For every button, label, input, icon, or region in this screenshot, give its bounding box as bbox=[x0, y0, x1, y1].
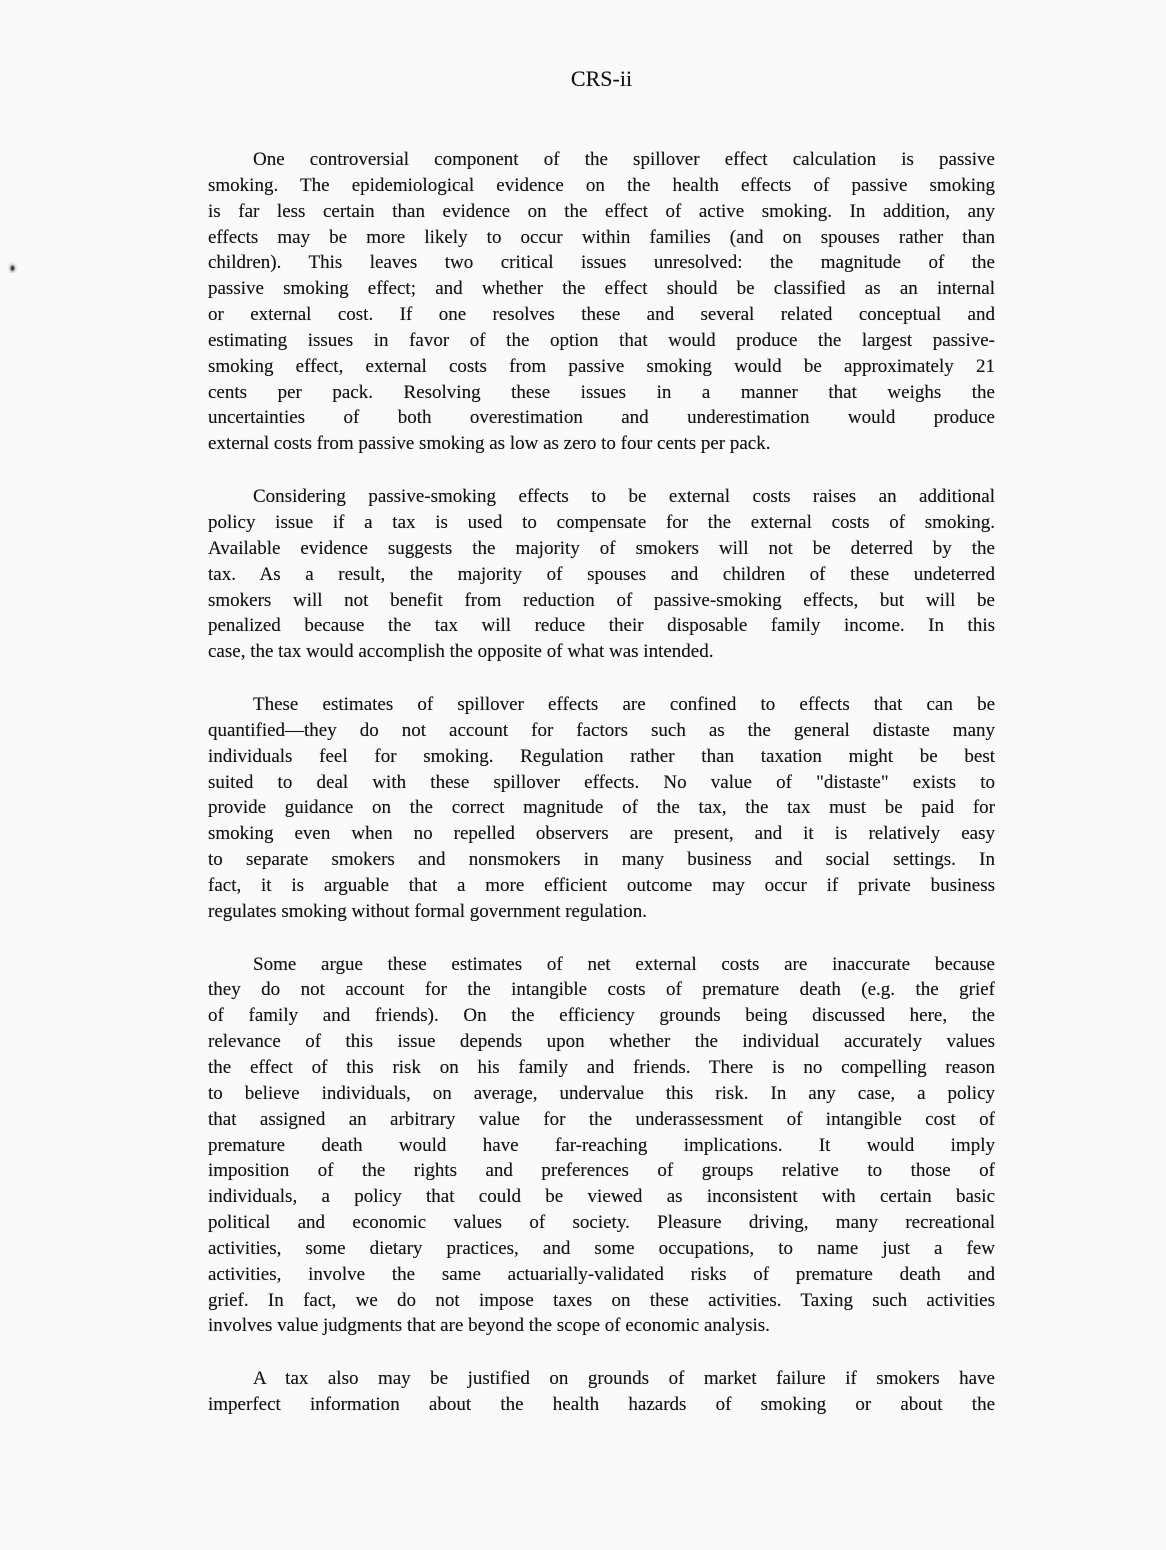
paragraph bbox=[208, 692, 995, 925]
text-line: penalized because the tax will reduce their disposable family income. In this bbox=[208, 615, 995, 637]
text-line: imposition of the rights and preferences of groups relative to those of bbox=[208, 1160, 995, 1182]
text-line: political and economic values of society. Pleasure driving, many recreational bbox=[208, 1212, 995, 1234]
text-line: external costs from passive smoking as low as zero to four cents per pack. bbox=[208, 433, 771, 455]
text-line: individuals, a policy that could be viewed as inconsistent with certain basic bbox=[208, 1186, 995, 1208]
text-line: children). This leaves two critical issues unresolved: the magnitude of the bbox=[208, 252, 995, 274]
text-line: that assigned an arbitrary value for the underassessment of intangible cost of bbox=[208, 1108, 995, 1130]
text-line: they do not account for the intangible costs of premature death (e.g. the grief bbox=[208, 979, 995, 1001]
text-line: provide guidance on the correct magnitude of the tax, the tax must be paid for bbox=[208, 797, 995, 819]
text-line: regulates smoking without formal government regulation. bbox=[208, 900, 648, 922]
text-line: the effect of this risk on his family and friends. There is no compelling reason bbox=[208, 1057, 995, 1078]
scan-speck-artifact bbox=[8, 261, 18, 273]
text-line: effects may be more likely to occur within families (and on spouses rather than bbox=[208, 226, 995, 248]
text-line: Available evidence suggests the majority of smokers will not be deterred by the bbox=[208, 537, 995, 559]
text-line: Considering passive-smoking effects to be external costs raises an additional bbox=[253, 486, 995, 508]
text-line: involves value judgments that are beyond the scope of economic analysis. bbox=[208, 1315, 770, 1337]
text-line: grief. In fact, we do not impose taxes on these activities. Taxing such activities bbox=[208, 1289, 995, 1311]
page-number-header: CRS-ii bbox=[570, 66, 633, 91]
text-line: activities, some dietary practices, and some occupations, to name just a few bbox=[208, 1237, 995, 1259]
text-line: suited to deal with these spillover effects. No value of "distaste" exists to bbox=[208, 771, 995, 793]
text-line: to believe individuals, on average, undervalue this risk. In any case, a policy bbox=[208, 1082, 995, 1104]
text-line: case, the tax would accomplish the opposite of what was intended. bbox=[208, 641, 714, 663]
text-line: passive smoking effect; and whether the effect should be classified as an internal bbox=[208, 278, 995, 300]
paragraph bbox=[208, 484, 995, 665]
text-line: Some argue these estimates of net external costs are inaccurate because bbox=[253, 953, 995, 975]
text-line: A tax also may be justified on grounds of market failure if smokers have bbox=[253, 1368, 995, 1390]
text-line: is far less certain than evidence on the effect of active smoking. In addition, any bbox=[208, 200, 995, 222]
text-line: smoking effect, external costs from passive smoking would be approximately 21 bbox=[208, 355, 995, 377]
text-line: smokers will not benefit from reduction of passive-smoking effects, but will be bbox=[208, 589, 995, 611]
text-line: individuals feel for smoking. Regulation rather than taxation might be best bbox=[208, 745, 995, 767]
text-line: or external cost. If one resolves these and several related conceptual and bbox=[208, 304, 995, 326]
text-line: to separate smokers and nonsmokers in many business and social settings. In bbox=[208, 849, 995, 871]
text-line: smoking even when no repelled observers are present, and it is relatively easy bbox=[208, 823, 995, 845]
text-line: relevance of this issue depends upon whether the individual accurately values bbox=[208, 1031, 995, 1053]
text-line: One controversial component of the spillover effect calculation is passive bbox=[253, 149, 995, 170]
text-line: uncertainties of both overestimation and underestimation would produce bbox=[208, 407, 995, 429]
text-line: cents per pack. Resolving these issues in a manner that weighs the bbox=[208, 381, 995, 403]
text-line: policy issue if a tax is used to compensate for the external costs of smoking. bbox=[208, 511, 995, 533]
text-line: imperfect information about the health hazards of smoking or about the bbox=[208, 1394, 995, 1416]
text-line: estimating issues in favor of the option that would produce the largest passive- bbox=[208, 329, 995, 351]
paragraph bbox=[208, 1366, 995, 1418]
text-line: fact, it is arguable that a more efficient outcome may occur if private business bbox=[208, 874, 995, 896]
text-line: smoking. The epidemiological evidence on the health effects of passive smoking bbox=[208, 174, 995, 196]
text-line: quantified—they do not account for factors such as the general distaste many bbox=[208, 719, 995, 741]
text-line: tax. As a result, the majority of spouses and children of these undeterred bbox=[208, 563, 995, 585]
text-line: These estimates of spillover effects are confined to effects that can be bbox=[253, 694, 995, 716]
text-line: premature death would have far-reaching implications. It would imply bbox=[208, 1134, 995, 1156]
paragraph bbox=[208, 952, 995, 1340]
text-line: of family and friends). On the efficiency grounds being discussed here, the bbox=[208, 1005, 995, 1027]
paragraph bbox=[208, 147, 995, 457]
document-body bbox=[208, 147, 995, 1445]
text-line: activities, involve the same actuarially-validated risks of premature death and bbox=[208, 1263, 995, 1285]
